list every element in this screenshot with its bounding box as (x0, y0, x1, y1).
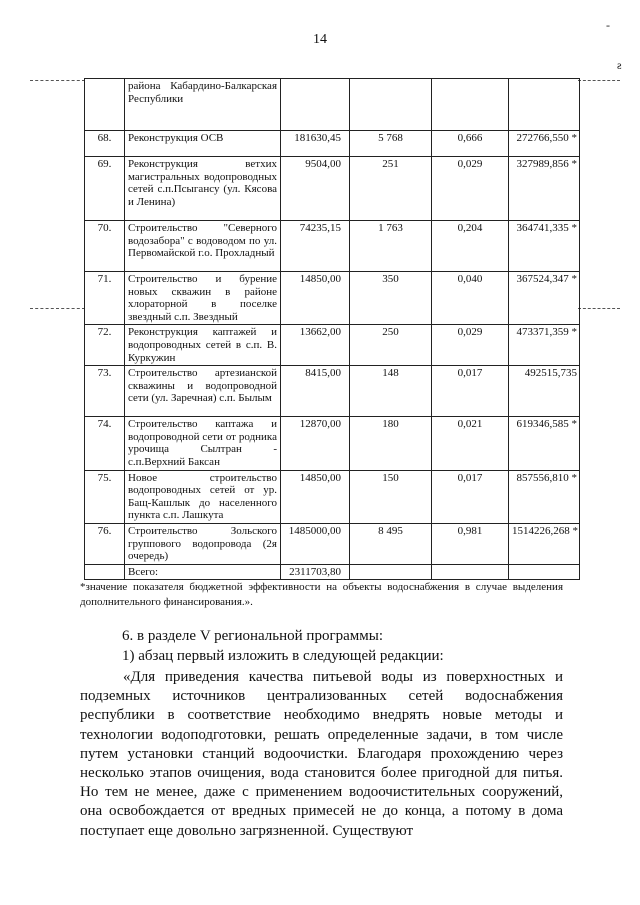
subsection-heading: 1) абзац первый изложить в следующей редакции: (122, 648, 444, 664)
cell-amount (281, 79, 350, 131)
table-row (85, 221, 580, 272)
cell-num: 74. (85, 417, 125, 470)
cell-coef (432, 79, 509, 131)
cell-num: 69. (85, 157, 125, 221)
cell-efficiency: 857556,810 * (509, 470, 580, 523)
cell-name: Строительство и бурение новых скважин в районе хлораторной в поселке звездный с.п. Звездный (125, 272, 281, 325)
cell-num: 75. (85, 470, 125, 523)
cell-amount: 14850,00 (281, 470, 350, 523)
table-row (85, 131, 580, 157)
cell-coef: 0,021 (432, 417, 509, 470)
cell-efficiency: 272766,550 * (509, 131, 580, 157)
cell-count (350, 564, 432, 580)
corner-mark-top-right: - (606, 18, 610, 32)
total-amount: 2311703,80 (281, 564, 350, 580)
cell-num (85, 79, 125, 131)
cell-name: района Кабардино-Балкарская Республики (125, 79, 281, 131)
projects-table (84, 78, 580, 580)
cell-amount: 8415,00 (281, 366, 350, 417)
cell-name: Строительство Зольского группового водопровода (2я очередь) (125, 523, 281, 564)
table-row (85, 417, 580, 470)
cell-amount: 12870,00 (281, 417, 350, 470)
cell-coef: 0,204 (432, 221, 509, 272)
table-row (85, 523, 580, 564)
cell-coef: 0,017 (432, 470, 509, 523)
cell-name: Реконструкция ветхих магистральных водопроводных сетей с.п.Псыгансу (ул. Кясова и Ленина) (125, 157, 281, 221)
cell-count: 1 763 (350, 221, 432, 272)
table-row (85, 366, 580, 417)
scan-rule-right (578, 80, 620, 81)
cell-efficiency: 619346,585 * (509, 417, 580, 470)
cell-coef: 0,040 (432, 272, 509, 325)
cell-coef: 0,666 (432, 131, 509, 157)
cell-efficiency (509, 79, 580, 131)
cell-amount: 181630,45 (281, 131, 350, 157)
cell-amount: 9504,00 (281, 157, 350, 221)
cell-count: 251 (350, 157, 432, 221)
cell-num: 70. (85, 221, 125, 272)
cell-count: 180 (350, 417, 432, 470)
cell-name: Реконструкция каптажей и водопроводных сетей в с.п. В. Куркужин (125, 325, 281, 366)
cell-name: Строительство артезианской скважины и водопроводной сети (ул. Заречная) с.п. Былым (125, 366, 281, 417)
cell-num: 76. (85, 523, 125, 564)
cell-efficiency: 327989,856 * (509, 157, 580, 221)
cell-amount: 1485000,00 (281, 523, 350, 564)
cell-efficiency (509, 564, 580, 580)
cell-coef: 0,017 (432, 366, 509, 417)
cell-amount: 14850,00 (281, 272, 350, 325)
cell-amount: 74235,15 (281, 221, 350, 272)
table-row-total (85, 564, 580, 580)
table-row (85, 272, 580, 325)
table-footnote: *значение показателя бюджетной эффективности на объекты водоснабжения в случае выделения дополнительного финансирования.». (80, 581, 563, 608)
cell-efficiency: 364741,335 * (509, 221, 580, 272)
total-label: Всего: (125, 564, 281, 580)
table-row (85, 157, 580, 221)
cell-name: Новое строительство водопроводных сетей от ур. Бащ-Кашлык до населенного пункта с.п. Лашкута (125, 470, 281, 523)
scan-rule-left-2 (30, 308, 85, 309)
scan-rule-right-2 (578, 308, 620, 309)
cell-count: 5 768 (350, 131, 432, 157)
cell-efficiency: 367524,347 * (509, 272, 580, 325)
body-paragraph: «Для приведения качества питьевой воды из поверхностных и подземных источников централизованных сетей водоснабжения республики в соответствие необходимо внедрять новые методы и технологии водоподготовки, решать определенные задачи, в том числе путем установки станций водоочистки. Благодаря прохождению через несколько этапов очищения, вода становится более пригодной для питья. Но тем не менее, даже с применением водоочистительных сооружений, она освобождается от вредных примесей не до конца, а потому в дома поступает еще довольно загрязненной. Существуют (80, 669, 563, 839)
cell-num: 72. (85, 325, 125, 366)
cell-count: 250 (350, 325, 432, 366)
cell-coef: 0,029 (432, 157, 509, 221)
table-row-continuation (85, 79, 580, 131)
cell-count: 148 (350, 366, 432, 417)
cell-count (350, 79, 432, 131)
page-number: 14 (313, 32, 327, 47)
cell-efficiency: 1514226,268 * (509, 523, 580, 564)
cell-efficiency: 473371,359 * (509, 325, 580, 366)
cell-name: Строительство каптажа и водопроводной сети от родника урочища Сылтран - с.п.Верхний Баксан (125, 417, 281, 470)
cell-amount: 13662,00 (281, 325, 350, 366)
cell-efficiency: 492515,735 (509, 366, 580, 417)
table-row (85, 470, 580, 523)
cell-count: 350 (350, 272, 432, 325)
cell-name: Реконструкция ОСВ (125, 131, 281, 157)
cell-coef (432, 564, 509, 580)
cell-count: 8 495 (350, 523, 432, 564)
section-heading: 6. в разделе V региональной программы: (122, 628, 383, 644)
cell-count: 150 (350, 470, 432, 523)
cell-num: 73. (85, 366, 125, 417)
cell-num: 71. (85, 272, 125, 325)
cell-coef: 0,981 (432, 523, 509, 564)
cell-coef: 0,029 (432, 325, 509, 366)
cell-name: Строительство "Северного водозабора" с водоводом по ул. Первомайской г.о. Прохладный (125, 221, 281, 272)
cell-num (85, 564, 125, 580)
scan-rule-left (30, 80, 85, 81)
table-row (85, 325, 580, 366)
corner-mark-right: ƨ (617, 58, 622, 72)
cell-num: 68. (85, 131, 125, 157)
